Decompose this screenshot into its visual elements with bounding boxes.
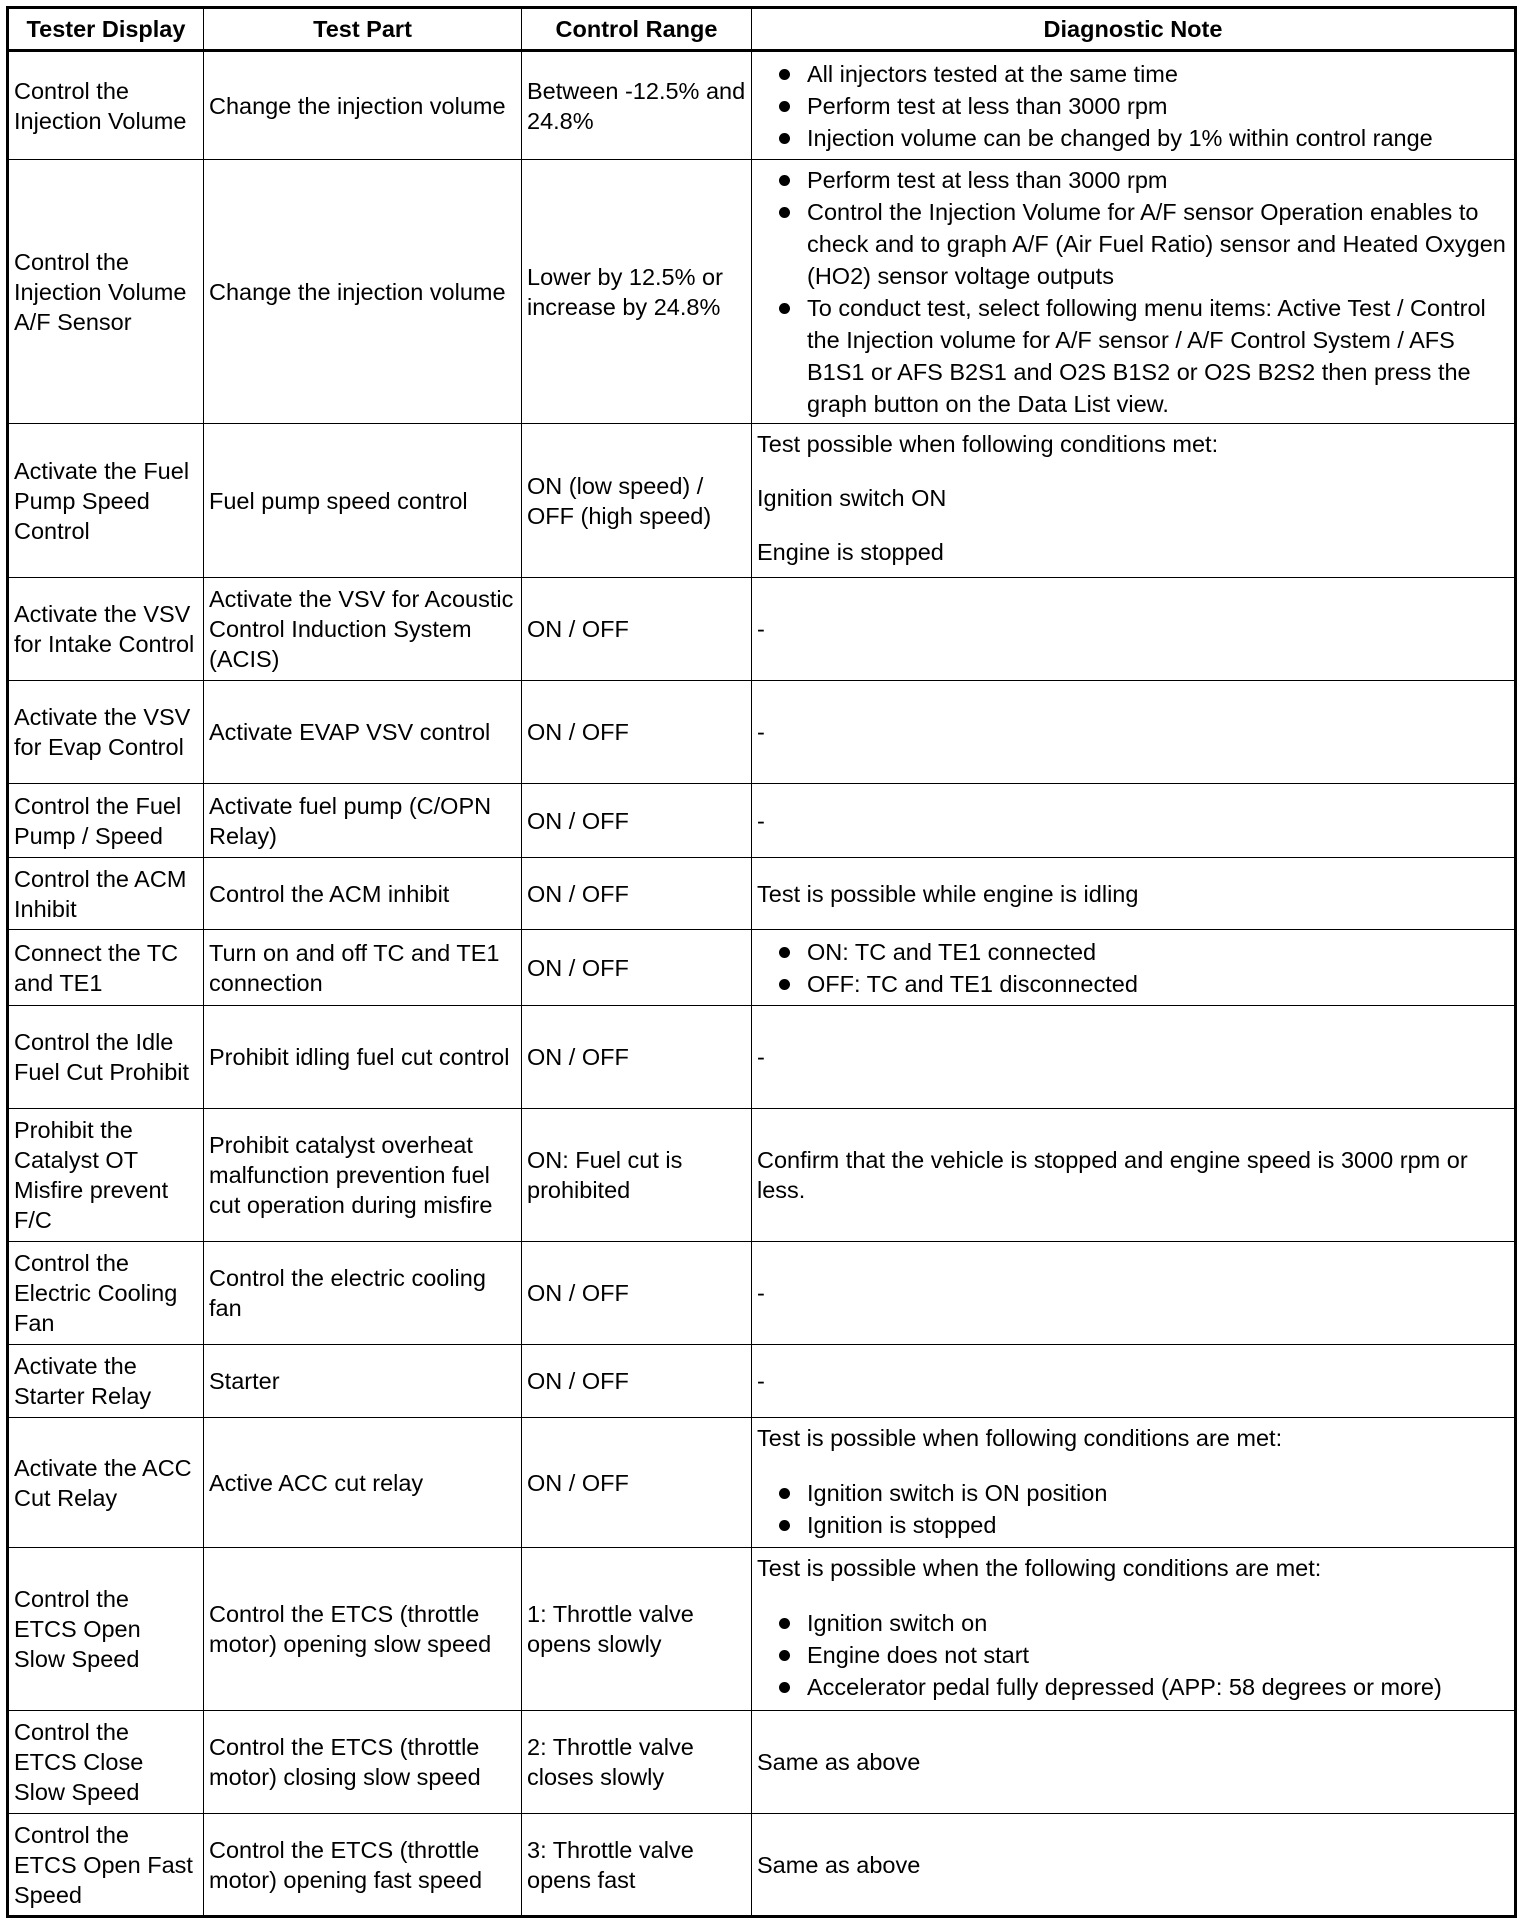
note-bullet: Accelerator pedal fully depressed (APP: 58 degrees or more): [757, 1671, 1509, 1703]
note-bullet: Ignition is stopped: [757, 1509, 1509, 1541]
diagnostic-note-cell: [752, 160, 1516, 424]
test-part-cell: Control the electric cooling fan: [204, 1242, 522, 1345]
table-row: [8, 930, 1516, 1006]
tester-display-cell: Activate the ACC Cut Relay: [8, 1418, 204, 1548]
test-part-cell: Activate the VSV for Acoustic Control Induction System (ACIS): [204, 578, 522, 681]
header-test-part: Test Part: [204, 8, 522, 51]
note-bullet-list: [757, 1477, 1509, 1541]
note-bullet: To conduct test, select following menu items: Active Test / Control the Injection volume for A/F sensor / A/F Control System / AFS B1S1 or AFS B2S1 and O2S B1S2 or O2S B2S2 then press the graph button on the Data List view.: [757, 292, 1509, 420]
test-part-cell: Activate EVAP VSV control: [204, 681, 522, 784]
control-range-cell: ON / OFF: [522, 858, 752, 930]
control-range-cell: ON / OFF: [522, 930, 752, 1006]
diagnostic-note-cell: -: [752, 1242, 1516, 1345]
note-bullet: Ignition switch on: [757, 1607, 1509, 1639]
header-control-range: Control Range: [522, 8, 752, 51]
table-row: [8, 681, 1516, 784]
control-range-cell: ON / OFF: [522, 681, 752, 784]
tester-display-cell: Activate the VSV for Intake Control: [8, 578, 204, 681]
tester-display-cell: Control the ETCS Close Slow Speed: [8, 1711, 204, 1814]
control-range-cell: 1: Throttle valve opens slowly: [522, 1548, 752, 1711]
test-part-cell: Turn on and off TC and TE1 connection: [204, 930, 522, 1006]
tester-display-cell: Control the ETCS Open Fast Speed: [8, 1814, 204, 1917]
tester-display-cell: Activate the Fuel Pump Speed Control: [8, 424, 204, 578]
table-row: [8, 424, 1516, 578]
diagnostic-note-cell: Same as above: [752, 1711, 1516, 1814]
note-intro: Test is possible when following conditions are met:: [757, 1425, 1283, 1451]
table-header-row: [8, 8, 1516, 51]
table-row: [8, 858, 1516, 930]
tester-display-cell: Control the Idle Fuel Cut Prohibit: [8, 1006, 204, 1109]
table-row: [8, 1418, 1516, 1548]
control-range-cell: ON / OFF: [522, 1242, 752, 1345]
tester-display-cell: Control the ACM Inhibit: [8, 858, 204, 930]
test-part-cell: Control the ACM inhibit: [204, 858, 522, 930]
tester-display-cell: Control the Injection Volume A/F Sensor: [8, 160, 204, 424]
table-row: [8, 784, 1516, 858]
test-part-cell: Starter: [204, 1345, 522, 1418]
diagnostic-note-cell: [752, 51, 1516, 160]
diagnostic-note-cell: [752, 930, 1516, 1006]
test-part-cell: Change the injection volume: [204, 51, 522, 160]
table-row: [8, 1345, 1516, 1418]
test-part-cell: Control the ETCS (throttle motor) closing slow speed: [204, 1711, 522, 1814]
note-bullet-list: [757, 164, 1509, 420]
test-part-cell: Prohibit idling fuel cut control: [204, 1006, 522, 1109]
tester-display-cell: Prohibit the Catalyst OT Misfire prevent F/C: [8, 1109, 204, 1242]
table-row: [8, 51, 1516, 160]
note-bullet-list: [757, 58, 1509, 154]
note-bullet: ON: TC and TE1 connected: [757, 936, 1509, 968]
note-bullet: Perform test at less than 3000 rpm: [757, 164, 1509, 196]
header-diagnostic-note: Diagnostic Note: [752, 8, 1516, 51]
test-part-cell: Fuel pump speed control: [204, 424, 522, 578]
active-test-table: [6, 6, 1517, 1918]
table-row: [8, 1548, 1516, 1711]
diagnostic-note-cell: [752, 1548, 1516, 1711]
note-bullet: Control the Injection Volume for A/F sensor Operation enables to check and to graph A/F (Air Fuel Ratio) sensor and Heated Oxygen (HO2) sensor voltage outputs: [757, 196, 1509, 292]
note-bullet: Injection volume can be changed by 1% within control range: [757, 122, 1509, 154]
header-tester-display: Tester Display: [8, 8, 204, 51]
diagnostic-note-cell: Confirm that the vehicle is stopped and engine speed is 3000 rpm or less.: [752, 1109, 1516, 1242]
table-row: [8, 578, 1516, 681]
tester-display-cell: Control the Fuel Pump / Speed: [8, 784, 204, 858]
tester-display-cell: Activate the Starter Relay: [8, 1345, 204, 1418]
diagnostic-note-cell: -: [752, 681, 1516, 784]
table-row: [8, 1814, 1516, 1917]
tester-display-cell: Connect the TC and TE1: [8, 930, 204, 1006]
control-range-cell: ON / OFF: [522, 784, 752, 858]
control-range-cell: 3: Throttle valve opens fast: [522, 1814, 752, 1917]
control-range-cell: Lower by 12.5% or increase by 24.8%: [522, 160, 752, 424]
test-part-cell: Activate fuel pump (C/OPN Relay): [204, 784, 522, 858]
test-part-cell: Control the ETCS (throttle motor) opening slow speed: [204, 1548, 522, 1711]
table-row: [8, 1109, 1516, 1242]
note-bullet: All injectors tested at the same time: [757, 58, 1509, 90]
tester-display-cell: Control the Injection Volume: [8, 51, 204, 160]
control-range-cell: 2: Throttle valve closes slowly: [522, 1711, 752, 1814]
diagnostic-note-cell: -: [752, 1345, 1516, 1418]
tester-display-cell: Activate the VSV for Evap Control: [8, 681, 204, 784]
note-bullet-list: [757, 936, 1509, 1000]
note-bullet: Engine does not start: [757, 1639, 1509, 1671]
tester-display-cell: Control the ETCS Open Slow Speed: [8, 1548, 204, 1711]
table-row: [8, 1242, 1516, 1345]
control-range-cell: Between -12.5% and 24.8%: [522, 51, 752, 160]
note-bullet: Ignition switch is ON position: [757, 1477, 1509, 1509]
control-range-cell: ON / OFF: [522, 1418, 752, 1548]
note-bullet: OFF: TC and TE1 disconnected: [757, 968, 1509, 1000]
table-row: [8, 160, 1516, 424]
document-page: [6, 6, 1514, 1918]
diagnostic-note-cell: -: [752, 1006, 1516, 1109]
tester-display-cell: Control the Electric Cooling Fan: [8, 1242, 204, 1345]
diagnostic-note-cell: -: [752, 784, 1516, 858]
diagnostic-note-cell: Same as above: [752, 1814, 1516, 1917]
diagnostic-note-cell: Test is possible while engine is idling: [752, 858, 1516, 930]
test-part-cell: Active ACC cut relay: [204, 1418, 522, 1548]
test-part-cell: Prohibit catalyst overheat malfunction prevention fuel cut operation during misfire: [204, 1109, 522, 1242]
note-bullet-list: [757, 1607, 1509, 1703]
control-range-cell: ON / OFF: [522, 578, 752, 681]
control-range-cell: ON / OFF: [522, 1345, 752, 1418]
diagnostic-note-cell: [752, 424, 1516, 578]
control-range-cell: ON / OFF: [522, 1006, 752, 1109]
note-line: Test possible when following conditions met:: [757, 431, 1219, 457]
test-part-cell: Control the ETCS (throttle motor) opening fast speed: [204, 1814, 522, 1917]
control-range-cell: ON: Fuel cut is prohibited: [522, 1109, 752, 1242]
table-row: [8, 1711, 1516, 1814]
test-part-cell: Change the injection volume: [204, 160, 522, 424]
control-range-cell: ON (low speed) / OFF (high speed): [522, 424, 752, 578]
note-line: Ignition switch ON: [757, 485, 947, 511]
table-row: [8, 1006, 1516, 1109]
diagnostic-note-cell: -: [752, 578, 1516, 681]
note-intro: Test is possible when the following conditions are met:: [757, 1555, 1322, 1581]
diagnostic-note-cell: [752, 1418, 1516, 1548]
note-bullet: Perform test at less than 3000 rpm: [757, 90, 1509, 122]
note-line: Engine is stopped: [757, 539, 944, 565]
